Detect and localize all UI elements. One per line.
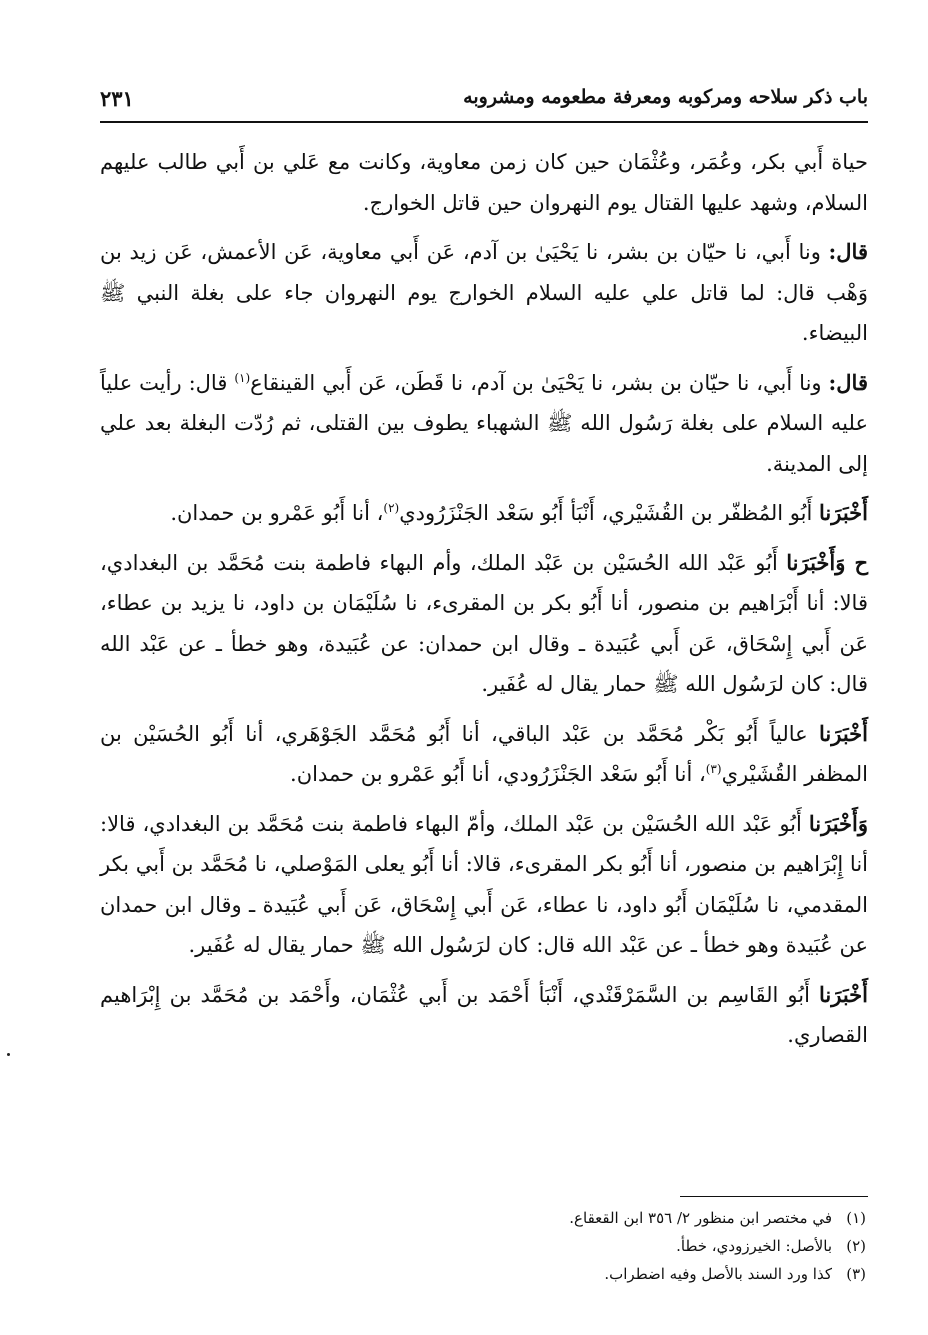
paragraph-lead: ح وَأَخْبَرَنا xyxy=(786,549,868,575)
footnote xyxy=(100,1232,866,1260)
paragraph xyxy=(100,804,868,966)
paragraph-text-cont: ، أنا أَبُو سَعْد الجَنْزَرُودي، أنا أَبُو عَمْرو بن حمدان. xyxy=(290,762,706,786)
scan-speck xyxy=(7,1053,10,1056)
page-number: ٢٣١ xyxy=(100,86,134,111)
header-divider xyxy=(100,121,868,123)
paragraph xyxy=(100,975,868,1056)
running-header xyxy=(100,86,868,118)
paragraph-lead: أَخْبَرَنا xyxy=(819,981,868,1007)
paragraph-text: أَبُو القَاسِم بن السَّمَرْقَنْدي، أَنْبَأ أَحْمَد بن أَبي عُثْمَان، وأَحْمَد بن مُحَمَّد بن إِبْرَاهيم القصاري. xyxy=(100,982,868,1047)
paragraph-lead: أَخْبَرَنا xyxy=(819,500,868,525)
paragraph-text: أَبُو عَبْد الله الحُسَيْن بن عَبْد الملك، وأمّ البهاء فاطمة بنت مُحَمَّد بن البغدادي، قالا: أنا إِبْرَاهيم بن منصور، أنا أَبُو بكر المقرىء، قالا: أنا أَبُو يعلى المَوْصلي، نا مُحَمَّد بن أَبي بكر المقدمي، نا سُلَيْمَان أَبُو داود، نا عطاء، عَن أَبي إِسْحَاق، عَن أَبي عُبَيدة ـ وقال ابن حمدان عن عُبَيدة وهو خطأ ـ عن عَبْد الله قال: كان لرَسُول الله ﷺ حمار يقال له عُفَير. xyxy=(100,811,868,957)
footnote-text: في مختصر ابن منظور ٢/ ٣٥٦ ابن القعقاع. xyxy=(569,1209,832,1227)
paragraph-text: ونا أَبي، نا حيّان بن بشر، نا يَحْيَىٰ بن آدم، عَن أَبي معاوية، عَن الأعمش، عَن زيد بن وَهْب قال: لما قاتل علي عليه السلام الخوارج يوم النهروان جاء على بغلة النبي ﷺ البيضاء. xyxy=(100,240,868,345)
footnote-divider xyxy=(680,1196,868,1197)
paragraph-lead: قال: xyxy=(828,369,868,395)
body-text xyxy=(100,142,868,1065)
paragraph xyxy=(100,363,868,485)
paragraph-text: أَبُو المُظفّر بن القُشَيْري، أَنْبَأ أَبُو سَعْد الجَنْزَرُودي xyxy=(399,501,820,525)
chapter-title: باب ذكر سلاحه ومركوبه ومعرفة مطعومه ومشروبه xyxy=(463,86,868,108)
footnote-number: (٢) xyxy=(846,1237,866,1255)
paragraph xyxy=(100,142,868,223)
paragraph-lead: وَأَخْبَرَنا xyxy=(808,810,868,836)
paragraph xyxy=(100,232,868,354)
footnote-number: (٣) xyxy=(846,1265,866,1283)
paragraph-text: ونا أَبي، نا حيّان بن بشر، نا يَحْيَىٰ بن آدم، نا قَطَن، عَن أَبي القينقاع xyxy=(250,370,829,395)
paragraph xyxy=(100,493,868,534)
footnote-ref[interactable]: (٣) xyxy=(705,762,722,776)
paragraph xyxy=(100,543,868,705)
footnotes xyxy=(100,1204,866,1288)
paragraph-lead: قال: xyxy=(828,239,868,264)
footnote-text: كذا ورد السند بالأصل وفيه اضطراب. xyxy=(604,1265,832,1283)
paragraph xyxy=(100,714,868,795)
paragraph-text-cont: قال: رأيت علياً عليه السلام على بغلة رَسُول الله ﷺ الشهباء يطوف بين القتلى، ثم رُدّت البغلة بعد علي إلى المدينة. xyxy=(100,370,868,476)
footnote xyxy=(100,1204,866,1232)
paragraph-text-cont: ، أنا أَبُو عَمْرو بن حمدان. xyxy=(170,501,384,525)
paragraph-lead: أَخْبَرَنا xyxy=(819,720,868,746)
footnote-text: بالأصل: الخيرزودي، خطأ. xyxy=(676,1237,832,1255)
paragraph-text: عالياً أَبُو بَكْر مُحَمَّد بن عَبْد الباقي، أنا أَبُو مُحَمَّد الجَوْهَري، أنا أَبُو الحُسَيْن بن المظفر القُشَيْري xyxy=(100,721,868,786)
paragraph-text: أَبُو عَبْد الله الحُسَيْن بن عَبْد الملك، وأم البهاء فاطمة بنت مُحَمَّد بن البغدادي، قالا: أنا أَبْرَاهيم بن منصور، أنا أَبُو بكر بن المقرىء، نا سُلَيْمَان بن داود، نا يزيد بن عطاء، عَن أَبي إِسْحَاق، عَن أَبي عُبَيدة ـ وقال ابن حمدان: عن عُبَيدة، وهو خطأ ـ عن عَبْد الله قال: كان لرَسُول الله ﷺ حمار يقال له عُفَير. xyxy=(100,550,868,696)
footnote xyxy=(100,1260,866,1288)
footnote-ref[interactable]: (٢) xyxy=(383,501,400,515)
footnote-number: (١) xyxy=(846,1209,866,1227)
paragraph-text: حياة أَبي بكر، وعُمَر، وعُثْمَان حين كان زمن معاوية، وكانت مع عَلي بن أَبي طالب عليهم السلام، وشهد عليها القتال يوم النهروان حين قاتل الخوارج. xyxy=(100,150,868,215)
footnote-ref[interactable]: (١) xyxy=(234,370,251,385)
